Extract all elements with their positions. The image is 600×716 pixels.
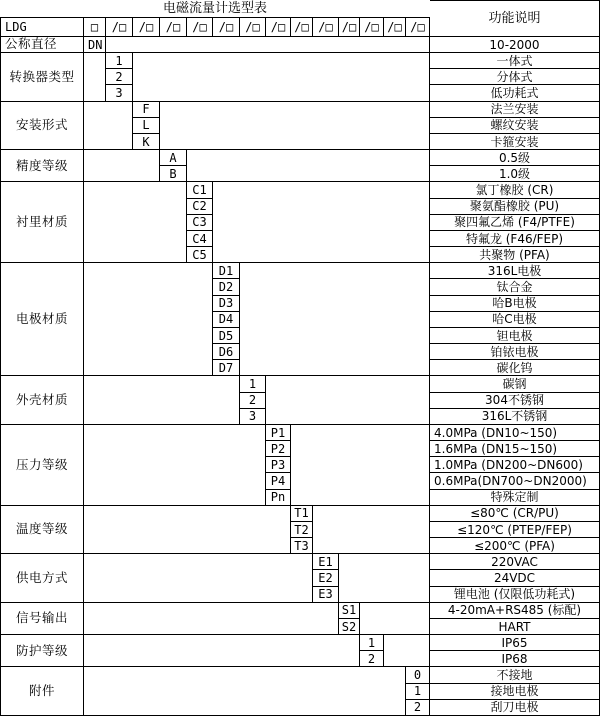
filler-cell xyxy=(384,635,430,667)
description-cell: 0.6MPa(DN700~DN2000) xyxy=(430,473,600,489)
description-cell: 钛合金 xyxy=(430,279,600,295)
code-cell: C2 xyxy=(187,199,213,215)
code-cell: 0 xyxy=(406,667,430,683)
code-cell: 3 xyxy=(106,85,133,101)
model-slot-cell: /□ xyxy=(106,18,133,37)
description-cell: 钽电极 xyxy=(430,328,600,344)
description-cell: 1.0MPa (DN200~DN600) xyxy=(430,457,600,473)
filler-cell xyxy=(339,554,430,603)
model-slot-cell: /□ xyxy=(384,18,406,37)
code-cell: D5 xyxy=(213,328,240,344)
code-cell: 2 xyxy=(240,393,266,409)
code-cell: L xyxy=(133,118,160,134)
description-cell: 24VDC xyxy=(430,570,600,586)
category-cell: 防护等级 xyxy=(0,635,84,667)
code-cell: 2 xyxy=(106,69,133,85)
description-cell: 一体式 xyxy=(430,53,600,69)
description-cell: ≤120℃ (PTEP/FEP) xyxy=(430,522,600,538)
code-cell: C1 xyxy=(187,182,213,198)
filler-cell xyxy=(84,182,187,263)
filler-cell xyxy=(84,376,240,425)
description-cell: 316L不锈钢 xyxy=(430,409,600,425)
description-cell: 法兰安装 xyxy=(430,102,600,118)
code-cell: D2 xyxy=(213,279,240,295)
model-slot-cell: /□ xyxy=(406,18,430,37)
description-cell: 刮刀电极 xyxy=(430,700,600,716)
category-cell: 信号输出 xyxy=(0,603,84,635)
filler-cell xyxy=(84,603,339,635)
diameter-description: 10-2000 xyxy=(430,37,600,53)
code-cell: C5 xyxy=(187,247,213,263)
code-cell: Pn xyxy=(266,490,291,506)
code-cell: D1 xyxy=(213,263,240,279)
code-cell: 2 xyxy=(406,700,430,716)
category-cell: 电极材质 xyxy=(0,263,84,376)
description-cell: 哈C电极 xyxy=(430,312,600,328)
description-cell: 304不锈钢 xyxy=(430,393,600,409)
filler-cell xyxy=(84,425,266,506)
category-cell: 压力等级 xyxy=(0,425,84,506)
description-cell: 螺纹安装 xyxy=(430,118,600,134)
code-cell: T2 xyxy=(291,522,313,538)
category-cell: 供电方式 xyxy=(0,554,84,603)
model-slot-cell: /□ xyxy=(187,18,213,37)
code-cell: F xyxy=(133,102,160,118)
table-title: 电磁流量计选型表 xyxy=(0,0,430,18)
code-cell: A xyxy=(160,150,187,166)
filler-cell xyxy=(106,37,430,53)
code-cell: P3 xyxy=(266,457,291,473)
description-cell: 铂铱电极 xyxy=(430,344,600,360)
description-cell: 4-20mA+RS485 (标配) xyxy=(430,603,600,619)
filler-cell xyxy=(360,603,430,635)
model-slot-cell: /□ xyxy=(266,18,291,37)
category-cell: 温度等级 xyxy=(0,506,84,555)
description-cell: 0.5级 xyxy=(430,150,600,166)
description-cell: 碳钢 xyxy=(430,376,600,392)
description-cell: 4.0MPa (DN10~150) xyxy=(430,425,600,441)
filler-cell xyxy=(291,425,430,506)
code-cell: 1 xyxy=(240,376,266,392)
description-cell: 共聚物 (PFA) xyxy=(430,247,600,263)
code-cell: D3 xyxy=(213,296,240,312)
code-cell: P2 xyxy=(266,441,291,457)
description-cell: 接地电极 xyxy=(430,684,600,700)
model-slot-cell: /□ xyxy=(133,18,160,37)
code-cell: 1 xyxy=(406,684,430,700)
description-cell: 不接地 xyxy=(430,667,600,683)
category-cell: 衬里材质 xyxy=(0,182,84,263)
description-cell: IP65 xyxy=(430,635,600,651)
code-cell: E3 xyxy=(313,587,339,603)
description-cell: 分体式 xyxy=(430,69,600,85)
filler-cell xyxy=(133,53,430,102)
category-cell: 附件 xyxy=(0,667,84,716)
filler-cell xyxy=(240,263,430,376)
function-column-header: 功能说明 xyxy=(430,0,600,37)
category-cell: 精度等级 xyxy=(0,150,84,182)
model-slot-cell: /□ xyxy=(160,18,187,37)
code-cell: 3 xyxy=(240,409,266,425)
code-cell: 1 xyxy=(106,53,133,69)
code-cell: 2 xyxy=(360,651,384,667)
filler-cell xyxy=(84,263,213,376)
description-cell: 特殊定制 xyxy=(430,490,600,506)
description-cell: 1.0级 xyxy=(430,166,600,182)
code-cell: C3 xyxy=(187,215,213,231)
code-cell: E2 xyxy=(313,570,339,586)
code-cell: T3 xyxy=(291,538,313,554)
code-cell: P4 xyxy=(266,473,291,489)
model-slot-cell: /□ xyxy=(360,18,384,37)
description-cell: IP68 xyxy=(430,651,600,667)
model-prefix-cell: LDG xyxy=(0,18,84,37)
filler-cell xyxy=(84,150,160,182)
filler-cell xyxy=(84,506,291,555)
filler-cell xyxy=(313,506,430,555)
code-cell: D7 xyxy=(213,360,240,376)
description-cell: 碳化钨 xyxy=(430,360,600,376)
description-cell: 316L电极 xyxy=(430,263,600,279)
model-slot-cell: /□ xyxy=(291,18,313,37)
description-cell: 1.6MPa (DN15~150) xyxy=(430,441,600,457)
code-cell: B xyxy=(160,166,187,182)
description-cell: 220VAC xyxy=(430,554,600,570)
category-cell: 安装形式 xyxy=(0,102,84,151)
diameter-label: 公称直径 xyxy=(0,37,84,53)
description-cell: 哈B电极 xyxy=(430,296,600,312)
model-slot-cell: /□ xyxy=(313,18,339,37)
description-cell: 氯丁橡胶 (CR) xyxy=(430,182,600,198)
code-cell: S1 xyxy=(339,603,360,619)
model-box-cell: □ xyxy=(84,18,106,37)
description-cell: 低功耗式 xyxy=(430,85,600,101)
description-cell: 锂电池 (仅限低功耗式) xyxy=(430,587,600,603)
description-cell: 聚氨酯橡胶 (PU) xyxy=(430,199,600,215)
model-slot-cell: /□ xyxy=(213,18,240,37)
code-cell: S2 xyxy=(339,619,360,635)
code-cell: T1 xyxy=(291,506,313,522)
description-cell: HART xyxy=(430,619,600,635)
code-cell: P1 xyxy=(266,425,291,441)
description-cell: ≤200℃ (PFA) xyxy=(430,538,600,554)
description-cell: ≤80℃ (CR/PU) xyxy=(430,506,600,522)
code-cell: C4 xyxy=(187,231,213,247)
filler-cell xyxy=(84,667,406,716)
filler-cell xyxy=(213,182,430,263)
code-cell: E1 xyxy=(313,554,339,570)
filler-cell xyxy=(84,635,360,667)
model-slot-cell: /□ xyxy=(240,18,266,37)
description-cell: 聚四氟乙烯 (F4/PTFE) xyxy=(430,215,600,231)
category-cell: 转换器类型 xyxy=(0,53,84,102)
filler-cell xyxy=(84,554,313,603)
code-cell: D6 xyxy=(213,344,240,360)
description-cell: 卡箍安装 xyxy=(430,134,600,150)
filler-cell xyxy=(187,150,430,182)
filler-cell xyxy=(84,53,106,102)
code-cell: K xyxy=(133,134,160,150)
code-cell: D4 xyxy=(213,312,240,328)
category-cell: 外壳材质 xyxy=(0,376,84,425)
description-cell: 特氟龙 (F46/FEP) xyxy=(430,231,600,247)
filler-cell xyxy=(160,102,430,151)
filler-cell xyxy=(84,102,133,151)
diameter-code: DN xyxy=(84,37,106,53)
model-slot-cell: /□ xyxy=(339,18,360,37)
filler-cell xyxy=(266,376,430,425)
code-cell: 1 xyxy=(360,635,384,651)
